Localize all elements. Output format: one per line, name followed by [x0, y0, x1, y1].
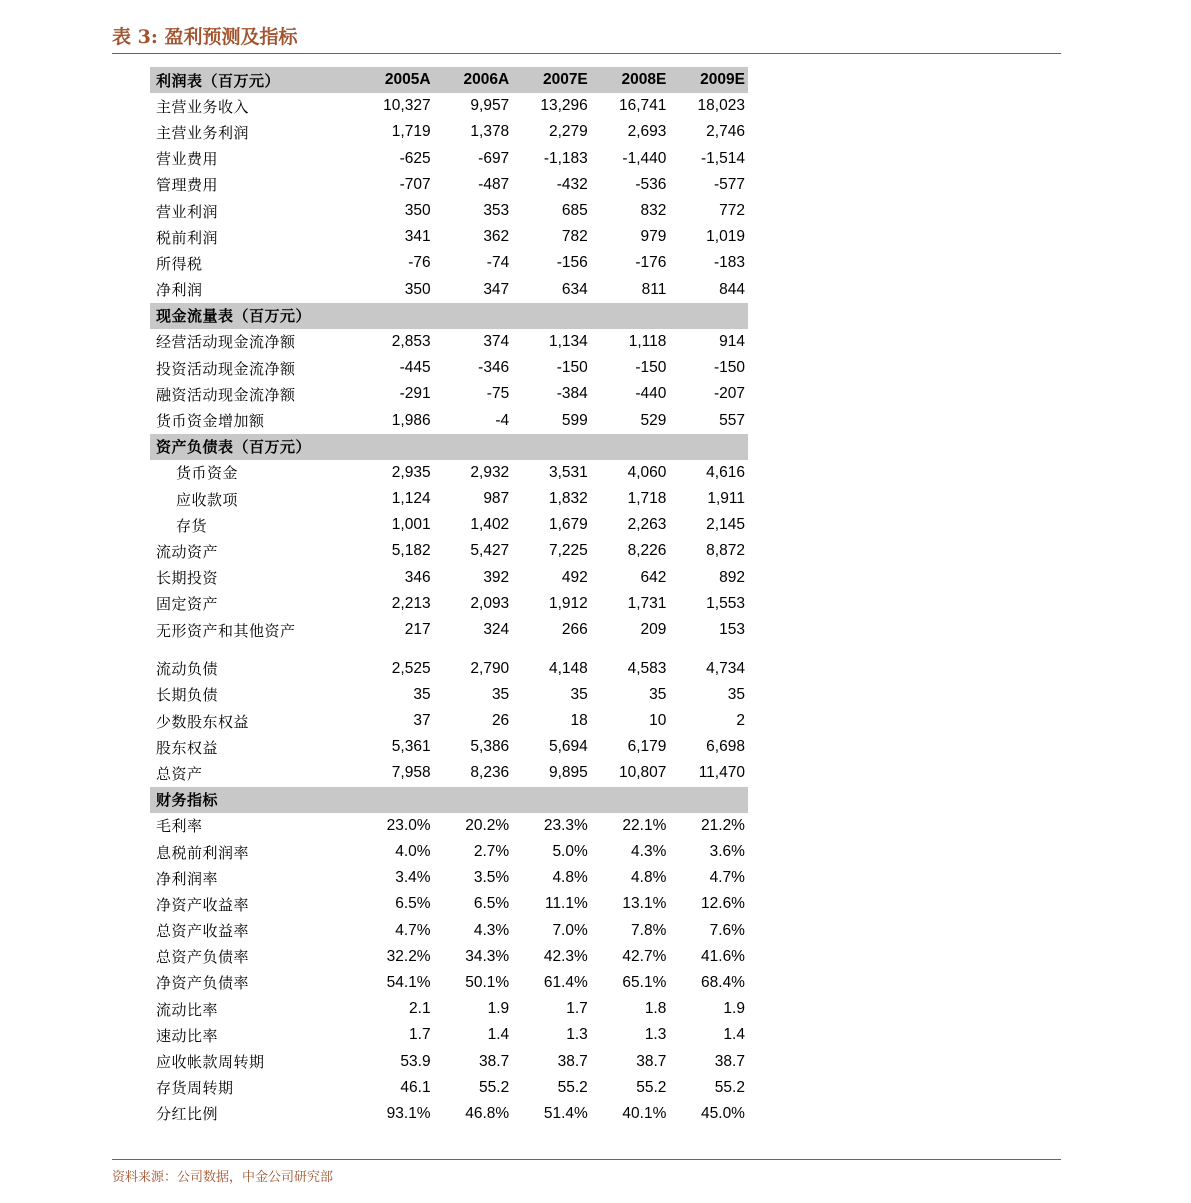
- table-row: [150, 891, 748, 917]
- row-label: 长期负债: [156, 686, 219, 705]
- row-label: 管理费用: [156, 176, 219, 195]
- table-row: [150, 224, 748, 250]
- table-row: [150, 996, 748, 1022]
- table-row: [150, 970, 748, 996]
- table-row: [150, 734, 748, 760]
- value-cell: 2,746: [706, 123, 745, 141]
- value-cell: -156: [556, 254, 588, 272]
- value-cell: 5,427: [470, 542, 510, 560]
- value-cell: 61.4%: [543, 973, 588, 991]
- value-cell: 1.3: [566, 1026, 588, 1044]
- value-cell: -577: [713, 175, 745, 193]
- value-cell: 7.6%: [709, 921, 745, 939]
- value-cell: 1,912: [548, 594, 588, 612]
- value-cell: 38.7: [636, 1052, 667, 1070]
- value-cell: 209: [640, 621, 667, 639]
- value-cell: 4,616: [706, 463, 745, 481]
- value-cell: 2,932: [470, 463, 510, 481]
- value-cell: -207: [713, 385, 745, 403]
- value-cell: 11,470: [698, 764, 745, 782]
- value-cell: 1,553: [706, 594, 745, 612]
- table-row: [150, 1075, 748, 1101]
- row-label: 速动比率: [156, 1026, 219, 1045]
- table-title: 表 3: 盈利预测及指标: [112, 26, 298, 48]
- section-header-row: [150, 303, 748, 329]
- value-cell: -1,514: [701, 149, 745, 167]
- value-cell: 34.3%: [465, 947, 510, 965]
- value-cell: -346: [478, 359, 510, 377]
- value-cell: 3.6%: [709, 843, 745, 861]
- top-divider: [112, 53, 1061, 54]
- table-row: [150, 512, 748, 538]
- value-cell: 2,790: [470, 659, 510, 677]
- section-header-row: [150, 787, 748, 813]
- value-cell: 217: [404, 621, 431, 639]
- value-cell: 782: [561, 228, 588, 246]
- row-label: 主营业务利润: [156, 123, 250, 142]
- value-cell: 2006A: [463, 71, 510, 89]
- section-header-row: [150, 434, 748, 460]
- table-row: [150, 146, 748, 172]
- row-label: 息税前利润率: [156, 843, 250, 862]
- value-cell: 5,386: [470, 738, 510, 756]
- row-label: 流动负债: [156, 660, 219, 679]
- value-cell: 10,327: [383, 97, 431, 115]
- value-cell: 1.4: [487, 1026, 510, 1044]
- value-cell: -76: [408, 254, 431, 272]
- value-cell: 6.5%: [473, 895, 510, 913]
- value-cell: 2,525: [391, 659, 431, 677]
- value-cell: 4.7%: [709, 869, 745, 887]
- table-row: [150, 198, 748, 224]
- value-cell: 1,719: [391, 123, 431, 141]
- row-label: 融资活动现金流净额: [156, 385, 296, 404]
- value-cell: 1,019: [706, 228, 745, 246]
- row-label: 流动比率: [156, 1000, 219, 1019]
- value-cell: 54.1%: [386, 973, 431, 991]
- value-cell: 51.4%: [543, 1104, 588, 1122]
- value-cell: 9,957: [470, 97, 510, 115]
- row-label: 利润表（百万元）: [156, 71, 281, 90]
- spacer-row: [150, 643, 748, 656]
- value-cell: 4,148: [548, 659, 588, 677]
- value-cell: -4: [495, 411, 510, 429]
- table-row: [150, 708, 748, 734]
- value-cell: 2,093: [470, 594, 510, 612]
- value-cell: 4,734: [706, 659, 745, 677]
- value-cell: -440: [635, 385, 667, 403]
- value-cell: 3,531: [548, 463, 588, 481]
- table-row: [150, 591, 748, 617]
- value-cell: 37: [413, 712, 431, 730]
- value-cell: 13.1%: [622, 895, 667, 913]
- value-cell: 353: [483, 202, 510, 220]
- value-cell: 772: [719, 202, 745, 220]
- row-label: 净利润: [156, 281, 203, 300]
- table-row: [150, 355, 748, 381]
- table-row: [150, 119, 748, 145]
- value-cell: 1.7: [566, 1000, 588, 1018]
- value-cell: 914: [719, 332, 745, 350]
- value-cell: -75: [486, 385, 510, 403]
- value-cell: 55.2: [714, 1078, 745, 1096]
- value-cell: 2,213: [391, 594, 431, 612]
- value-cell: 8,226: [627, 542, 667, 560]
- value-cell: 362: [483, 228, 510, 246]
- row-label: 存货: [176, 516, 208, 535]
- value-cell: 347: [483, 280, 510, 298]
- value-cell: 55.2: [479, 1078, 510, 1096]
- table-row: [150, 460, 748, 486]
- value-cell: 1.8: [644, 1000, 667, 1018]
- value-cell: 4.3%: [473, 921, 510, 939]
- value-cell: 40.1%: [622, 1104, 667, 1122]
- bottom-divider: [112, 1159, 1061, 1160]
- value-cell: -1,440: [622, 149, 667, 167]
- value-cell: 10: [649, 712, 667, 730]
- value-cell: 4,060: [627, 463, 667, 481]
- value-cell: -150: [556, 359, 588, 377]
- row-label: 净资产负债率: [156, 974, 250, 993]
- value-cell: 374: [483, 332, 510, 350]
- value-cell: 9,895: [548, 764, 588, 782]
- value-cell: 68.4%: [701, 973, 745, 991]
- table-row: [150, 538, 748, 564]
- row-label: 流动资产: [156, 542, 219, 561]
- value-cell: 46.1: [400, 1078, 431, 1096]
- value-cell: 1,731: [627, 594, 667, 612]
- value-cell: 45.0%: [701, 1104, 745, 1122]
- value-cell: 987: [483, 490, 510, 508]
- value-cell: 35: [649, 685, 667, 703]
- value-cell: 557: [719, 411, 745, 429]
- value-cell: 8,236: [470, 764, 510, 782]
- section-header-row: [150, 67, 748, 93]
- row-label: 总资产收益率: [156, 922, 250, 941]
- value-cell: 93.1%: [386, 1104, 431, 1122]
- value-cell: -432: [556, 175, 588, 193]
- row-label: 货币资金增加额: [156, 412, 265, 431]
- row-label: 长期投资: [156, 569, 219, 588]
- value-cell: 811: [641, 280, 667, 298]
- table-row: [150, 565, 748, 591]
- value-cell: 2,853: [391, 332, 431, 350]
- value-cell: 324: [483, 621, 510, 639]
- value-cell: 16,741: [618, 97, 667, 115]
- value-cell: 2: [736, 712, 745, 730]
- value-cell: 12.6%: [701, 895, 745, 913]
- table-row: [150, 1022, 748, 1048]
- value-cell: 41.6%: [701, 947, 745, 965]
- value-cell: 1,832: [548, 490, 588, 508]
- value-cell: -183: [713, 254, 745, 272]
- value-cell: 892: [719, 568, 745, 586]
- table-row: [150, 682, 748, 708]
- value-cell: 1,911: [707, 490, 745, 508]
- value-cell: 4.8%: [552, 869, 588, 887]
- row-label: 货币资金: [176, 464, 239, 483]
- value-cell: -487: [478, 175, 510, 193]
- value-cell: 1.4: [723, 1026, 745, 1044]
- value-cell: 35: [727, 685, 745, 703]
- row-label: 分红比例: [156, 1105, 219, 1124]
- table-row: [150, 760, 748, 786]
- table-row: [150, 93, 748, 119]
- value-cell: 2007E: [542, 71, 588, 89]
- value-cell: -707: [399, 175, 431, 193]
- value-cell: 42.3%: [543, 947, 588, 965]
- value-cell: 5,361: [391, 738, 431, 756]
- value-cell: 2,263: [627, 516, 667, 534]
- value-cell: -697: [478, 149, 510, 167]
- value-cell: 346: [404, 568, 431, 586]
- value-cell: 7.8%: [631, 921, 667, 939]
- value-cell: 350: [404, 280, 431, 298]
- value-cell: 5.0%: [552, 843, 588, 861]
- row-label: 营业利润: [156, 202, 219, 221]
- value-cell: 1,118: [628, 332, 667, 350]
- value-cell: 1,001: [391, 516, 431, 534]
- value-cell: 7,225: [548, 542, 588, 560]
- value-cell: 685: [561, 202, 588, 220]
- value-cell: 1,718: [627, 490, 667, 508]
- value-cell: 634: [561, 280, 588, 298]
- value-cell: 35: [570, 685, 588, 703]
- row-label: 股东权益: [156, 738, 219, 757]
- row-label: 营业费用: [156, 150, 219, 169]
- value-cell: -291: [399, 385, 431, 403]
- value-cell: 13,296: [540, 97, 588, 115]
- row-label: 存货周转期: [156, 1079, 234, 1098]
- value-cell: 1,986: [391, 411, 431, 429]
- table-row: [150, 617, 748, 643]
- table-row: [150, 277, 748, 303]
- value-cell: 1,378: [470, 123, 510, 141]
- value-cell: 492: [561, 568, 588, 586]
- value-cell: 65.1%: [622, 973, 667, 991]
- value-cell: 642: [640, 568, 667, 586]
- value-cell: 2,279: [548, 123, 588, 141]
- value-cell: 42.7%: [622, 947, 667, 965]
- row-label: 应收款项: [176, 490, 239, 509]
- value-cell: 35: [413, 685, 431, 703]
- table-row: [150, 839, 748, 865]
- table-row: [150, 329, 748, 355]
- value-cell: 1,402: [470, 516, 510, 534]
- row-label: 资产负债表（百万元）: [156, 438, 312, 457]
- value-cell: -625: [399, 149, 431, 167]
- value-cell: 979: [640, 228, 667, 246]
- value-cell: 8,872: [706, 542, 745, 560]
- table-row: [150, 250, 748, 276]
- row-label: 净利润率: [156, 869, 219, 888]
- table-row: [150, 172, 748, 198]
- value-cell: 23.0%: [386, 816, 431, 834]
- value-cell: -536: [635, 175, 667, 193]
- table-row: [150, 813, 748, 839]
- value-cell: 2,935: [391, 463, 431, 481]
- value-cell: 4,583: [627, 659, 667, 677]
- value-cell: 4.8%: [631, 869, 667, 887]
- value-cell: 5,182: [391, 542, 431, 560]
- value-cell: 6,179: [627, 738, 667, 756]
- table-row: [150, 918, 748, 944]
- value-cell: 38.7: [479, 1052, 510, 1070]
- value-cell: 3.5%: [473, 869, 510, 887]
- value-cell: 20.2%: [465, 816, 510, 834]
- value-cell: 23.3%: [543, 816, 588, 834]
- table-row: [150, 381, 748, 407]
- row-label: 净资产收益率: [156, 895, 250, 914]
- value-cell: 4.7%: [395, 921, 431, 939]
- row-label: 财务指标: [156, 791, 219, 810]
- row-label: 税前利润: [156, 228, 219, 247]
- table-row: [150, 865, 748, 891]
- table-row: [150, 407, 748, 433]
- value-cell: 6,698: [706, 738, 745, 756]
- value-cell: 1.7: [409, 1026, 431, 1044]
- row-label: 无形资产和其他资产: [156, 621, 296, 640]
- value-cell: 46.8%: [465, 1104, 510, 1122]
- value-cell: -1,183: [543, 149, 588, 167]
- value-cell: 35: [491, 685, 510, 703]
- table-row: [150, 944, 748, 970]
- value-cell: -150: [635, 359, 667, 377]
- value-cell: -74: [486, 254, 510, 272]
- value-cell: 1.9: [723, 1000, 745, 1018]
- row-label: 所得税: [156, 254, 203, 273]
- value-cell: 11.1%: [544, 895, 588, 913]
- value-cell: -150: [713, 359, 745, 377]
- value-cell: 3.4%: [395, 869, 431, 887]
- table-row: [150, 1048, 748, 1074]
- value-cell: 21.2%: [701, 816, 745, 834]
- value-cell: 55.2: [636, 1078, 667, 1096]
- row-label: 总资产负债率: [156, 948, 250, 967]
- value-cell: 2,693: [627, 123, 667, 141]
- row-label: 总资产: [156, 764, 203, 783]
- value-cell: 1,134: [548, 332, 588, 350]
- value-cell: 2008E: [621, 71, 667, 89]
- financial-forecast-table: [150, 67, 748, 1127]
- row-label: 固定资产: [156, 595, 219, 614]
- value-cell: 2005A: [384, 71, 431, 89]
- value-cell: 266: [561, 621, 588, 639]
- row-label: 主营业务收入: [156, 97, 250, 116]
- value-cell: 32.2%: [386, 947, 431, 965]
- value-cell: 18: [570, 712, 588, 730]
- value-cell: 153: [719, 621, 745, 639]
- table-row: [150, 486, 748, 512]
- row-label: 少数股东权益: [156, 712, 250, 731]
- value-cell: 341: [404, 228, 431, 246]
- row-label: 现金流量表（百万元）: [156, 307, 312, 326]
- value-cell: 1,124: [391, 490, 431, 508]
- value-cell: 55.2: [557, 1078, 588, 1096]
- value-cell: 2.1: [409, 1000, 431, 1018]
- table-row: [150, 1101, 748, 1127]
- value-cell: 22.1%: [622, 816, 667, 834]
- value-cell: 599: [561, 411, 588, 429]
- value-cell: 7.0%: [552, 921, 588, 939]
- value-cell: 26: [491, 712, 510, 730]
- value-cell: 53.9: [400, 1052, 431, 1070]
- value-cell: 50.1%: [465, 973, 510, 991]
- value-cell: 10,807: [618, 764, 667, 782]
- value-cell: 844: [719, 280, 745, 298]
- value-cell: 4.3%: [631, 843, 667, 861]
- value-cell: -176: [635, 254, 667, 272]
- value-cell: 4.0%: [395, 843, 431, 861]
- source-note: 资料来源：公司数据，中金公司研究部: [112, 1170, 334, 1185]
- row-label: 毛利率: [156, 817, 203, 836]
- value-cell: 5,694: [548, 738, 588, 756]
- value-cell: 7,958: [391, 764, 431, 782]
- value-cell: 2,145: [706, 516, 745, 534]
- value-cell: -445: [399, 359, 431, 377]
- value-cell: 1.3: [644, 1026, 667, 1044]
- table-row: [150, 656, 748, 682]
- value-cell: 6.5%: [395, 895, 431, 913]
- row-label: 应收帐款周转期: [156, 1053, 265, 1072]
- value-cell: 1,679: [548, 516, 588, 534]
- value-cell: 392: [483, 568, 510, 586]
- value-cell: 350: [404, 202, 431, 220]
- value-cell: 832: [640, 202, 667, 220]
- value-cell: 2.7%: [473, 843, 510, 861]
- value-cell: 529: [640, 411, 667, 429]
- value-cell: 18,023: [697, 97, 745, 115]
- value-cell: 2009E: [700, 71, 745, 89]
- value-cell: 38.7: [714, 1052, 745, 1070]
- value-cell: 1.9: [487, 1000, 510, 1018]
- value-cell: -384: [556, 385, 588, 403]
- row-label: 投资活动现金流净额: [156, 359, 296, 378]
- value-cell: 38.7: [557, 1052, 588, 1070]
- row-label: 经营活动现金流净额: [156, 333, 296, 352]
